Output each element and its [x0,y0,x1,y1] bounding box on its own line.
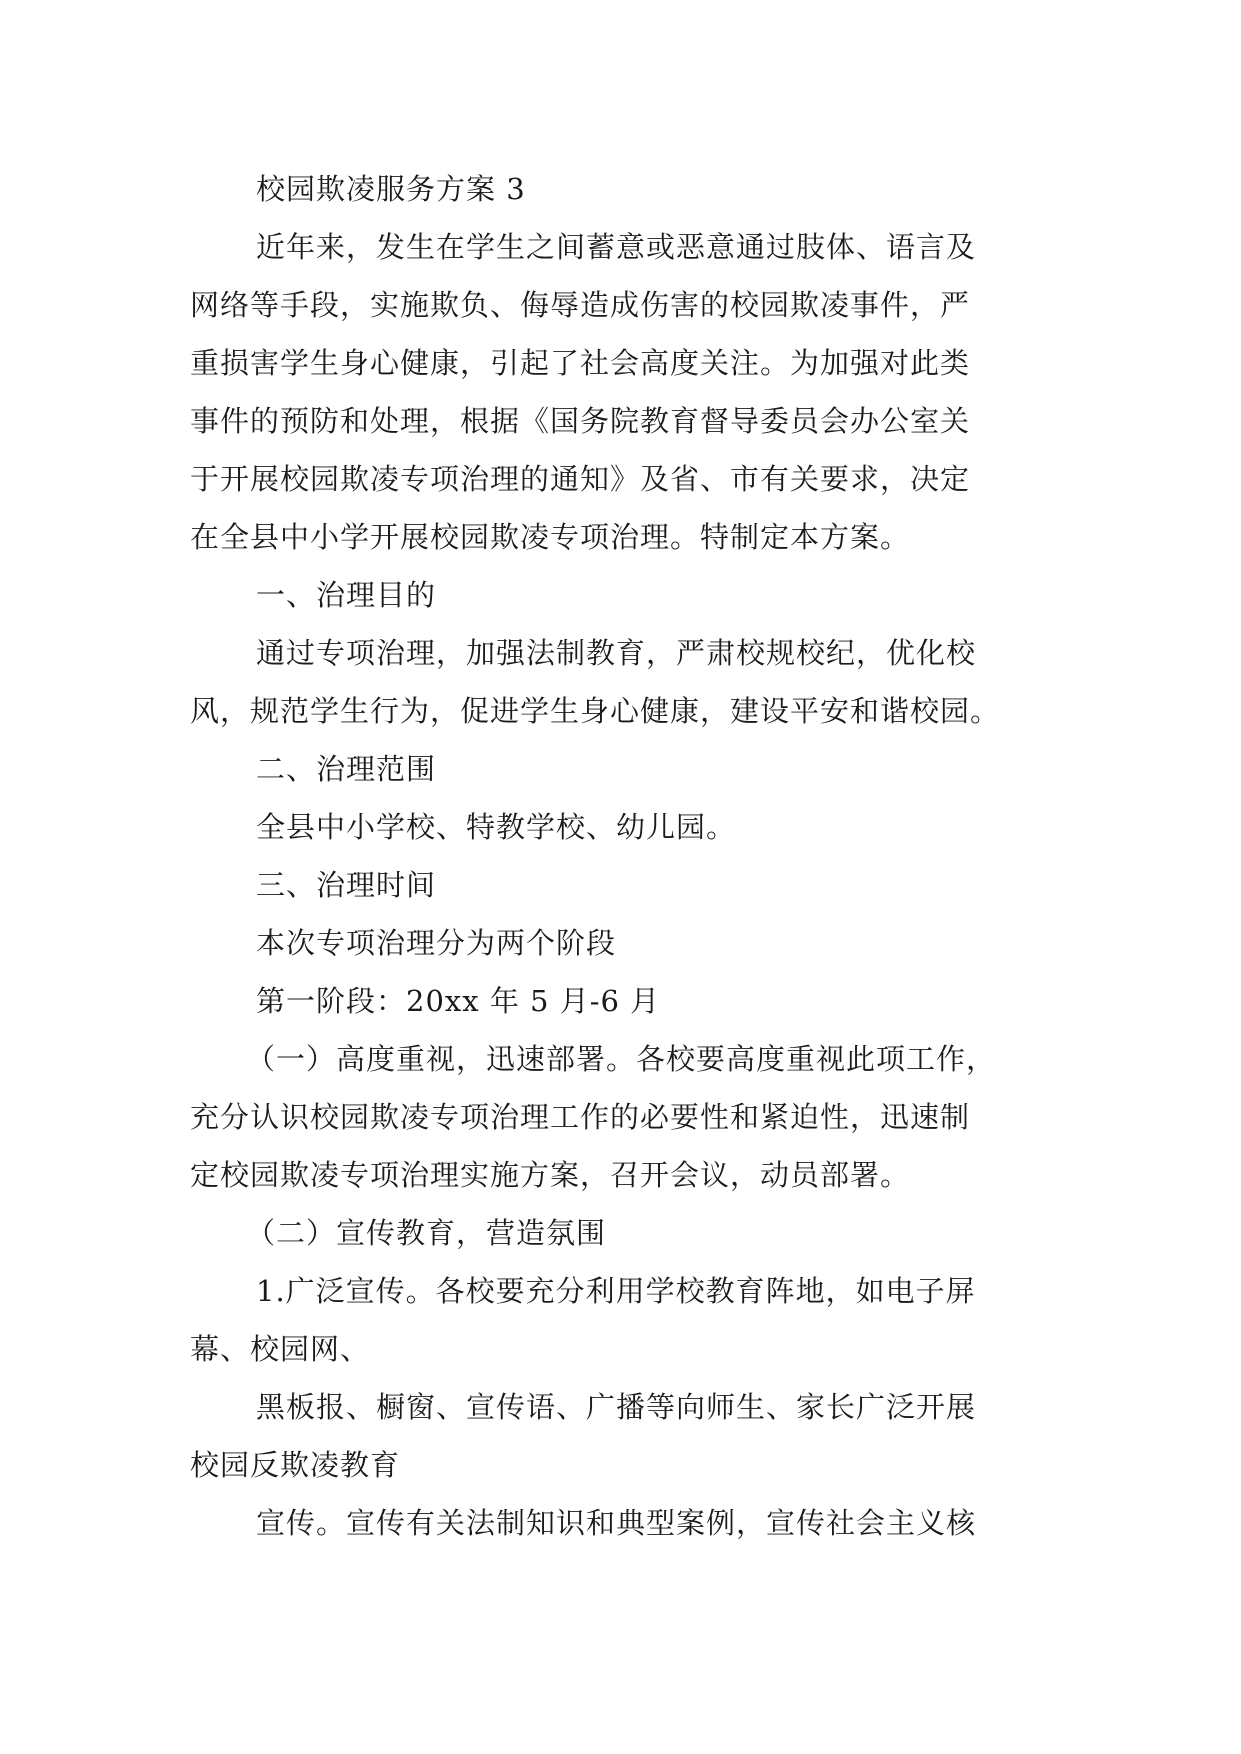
paragraph-line: 通过专项治理，加强法制教育，严肃校规校纪，优化校 [256,636,977,670]
paragraph-line: 重损害学生身心健康，引起了社会高度关注。为加强对此类 [190,346,971,380]
paragraph-line: 宣传。宣传有关法制知识和典型案例，宣传社会主义核 [256,1506,977,1540]
paragraph-line: 校园反欺凌教育 [190,1448,401,1482]
paragraph-line: 充分认识校园欺凌专项治理工作的必要性和紧迫性，迅速制 [190,1100,971,1134]
paragraph-line: 本次专项治理分为两个阶段 [256,926,617,960]
paragraph-line: 网络等手段，实施欺负、侮辱造成伤害的校园欺凌事件，严 [190,288,971,322]
paragraph-line: 1.广泛宣传。各校要充分利用学校教育阵地，如电子屏 [256,1274,976,1308]
paragraph-line: 近年来，发生在学生之间蓄意或恶意通过肢体、语言及 [256,230,977,264]
section-heading: 三、治理时间 [256,868,437,902]
paragraph-line: 黑板报、橱窗、宣传语、广播等向师生、家长广泛开展 [256,1390,977,1424]
section-heading: 二、治理范围 [256,752,437,786]
paragraph-line: 幕、校园网、 [190,1332,371,1366]
section-heading: 一、治理目的 [256,578,437,612]
subsection-heading: （二）宣传教育，营造氛围 [246,1216,607,1250]
paragraph-line: 在全县中小学开展校园欺凌专项治理。特制定本方案。 [190,520,911,554]
document-body [190,160,1058,1552]
paragraph-line: （一）高度重视，迅速部署。各校要高度重视此项工作， [246,1042,997,1076]
document-title: 校园欺凌服务方案 3 [256,172,526,206]
paragraph-line: 于开展校园欺凌专项治理的通知》及省、市有关要求，决定 [190,462,971,496]
paragraph-line: 全县中小学校、特教学校、幼儿园。 [256,810,737,844]
paragraph-line: 第一阶段：20xx 年 5 月-6 月 [256,984,661,1018]
paragraph-line: 风，规范学生行为，促进学生身心健康，建设平安和谐校园。 [190,694,1001,728]
paragraph-line: 事件的预防和处理，根据《国务院教育督导委员会办公室关 [190,404,971,438]
paragraph-line: 定校园欺凌专项治理实施方案，召开会议，动员部署。 [190,1158,911,1192]
